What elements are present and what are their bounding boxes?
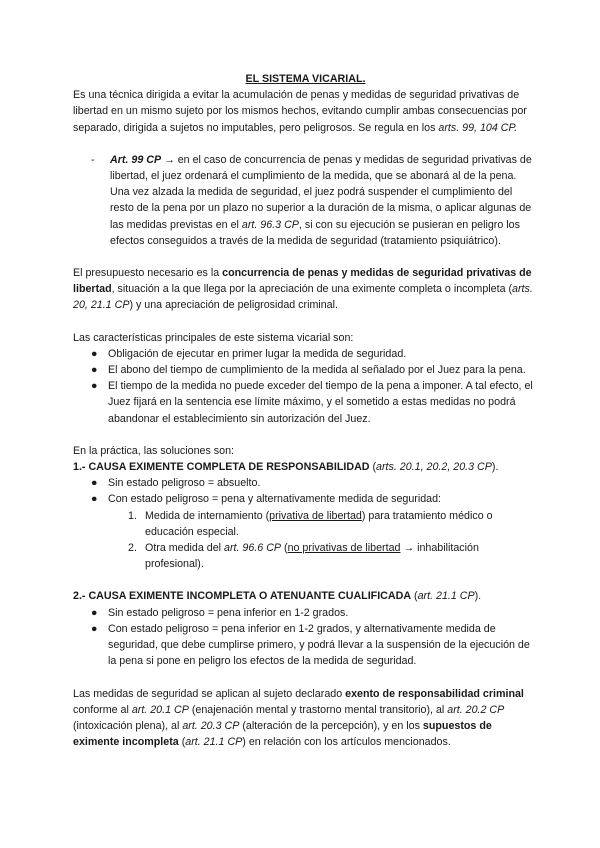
caracteristicas-list: [73, 346, 538, 427]
paren-close: ).: [474, 590, 482, 603]
numbered-item-text: [145, 508, 538, 540]
section-2-list: [73, 605, 538, 670]
sub1-text-1: Medida de internamiento (: [145, 509, 270, 522]
list-item-text: Con estado peligroso = pena inferior en 1-2 grados, y alternativamente medida de seguridad, que debe cumplirse primero, y podrá llevar a la suspensión de la ejecución de la pena si pone en peligro los efectos de la medida de seguridad.: [108, 622, 530, 668]
item-number: 1.: [128, 509, 137, 522]
list-item: [91, 346, 538, 362]
sub2-text-2: (: [281, 542, 288, 555]
paren-open: (: [369, 461, 377, 474]
section-1-number: 1.-: [73, 461, 89, 474]
bullet-icon: ●: [91, 380, 98, 393]
list-item-text: Sin estado peligroso = absuelto.: [108, 477, 261, 490]
final-bold-2: supuestos de eximente incompleta: [73, 719, 492, 749]
presupuesto-refs: arts. 20, 21.1 CP: [73, 283, 533, 312]
numbered-item: [128, 508, 538, 540]
final-text-6: (: [178, 736, 186, 749]
section-2-heading: [73, 588, 538, 604]
final-text-4: (intoxicación plena), al: [73, 719, 183, 732]
bullet-icon: ●: [91, 622, 98, 635]
list-item: [91, 605, 538, 621]
bullet-icon: ●: [91, 606, 98, 619]
section-1-list: [73, 475, 538, 507]
caracteristicas-intro: Las características principales de este sistema vicarial son:: [73, 331, 354, 344]
section-1-heading: [73, 459, 538, 475]
section-1-title: CAUSA EXIMENTE COMPLETA DE RESPONSABILIDAD: [88, 461, 370, 474]
final-text-7: ) en relación con los artículos mencionados.: [242, 736, 451, 749]
list-item-text: El tiempo de la medida no puede exceder del tiempo de la pena a imponer. A tal efecto, el Juez fijará en la sentencia ese límite máximo, y el sometido a estas medidas no podrá abandonar el establecimiento sin autorización del Juez.: [108, 380, 533, 425]
bullet-icon: ●: [91, 493, 98, 506]
final-ref-2: art. 20.2 CP: [447, 703, 505, 716]
intro-text: Es una técnica dirigida a evitar la acumulación de penas y medidas de seguridad privativas de libertad en un mismo sujeto por los mismos hechos, evitando cumplir ambas consecuencias por separado, dirigida a sujetos no imputables, pero peligrosos. Se regula en los: [73, 89, 527, 134]
item-number: 2.: [128, 542, 137, 555]
list-item-text: Sin estado peligroso = pena inferior en 1-2 grados.: [108, 606, 349, 619]
sub1-underlined: privativa de libertad: [269, 509, 362, 522]
page-title: EL SISTEMA VICARIAL.: [245, 73, 366, 85]
list-item: [91, 475, 538, 491]
art-99-item: [91, 152, 538, 249]
section-2-title: CAUSA EXIMENTE INCOMPLETA O ATENUANTE CUALIFICADA: [88, 590, 412, 603]
final-ref-1: art. 20.1 CP: [131, 703, 189, 716]
presupuesto-text-1: El presupuesto necesario es la: [73, 267, 223, 280]
final-text-3: (enajenación mental y trastorno mental transitorio), al: [188, 703, 448, 716]
final-paragraph: [73, 686, 538, 751]
section-2-refs: art. 21.1 CP: [417, 590, 475, 603]
final-text-5: (alteración de la percepción), y en los: [239, 719, 423, 732]
final-text-2: conforme al: [73, 703, 132, 716]
art-99-text: [110, 152, 538, 249]
final-text-1: Las medidas de seguridad se aplican al sujeto declarado: [73, 687, 346, 700]
intro-paragraph: [73, 87, 538, 136]
art-99-ref: art. 96.3 CP: [241, 218, 299, 231]
practica-intro: En la práctica, las soluciones son:: [73, 444, 234, 457]
art-99-label: Art. 99 CP: [110, 153, 162, 166]
bullet-icon: ●: [91, 347, 98, 360]
dash-marker: -: [91, 153, 95, 166]
final-ref-4: art. 21.1 CP: [185, 736, 243, 749]
art-99-body-1: → en el caso de concurrencia de penas y medidas de seguridad privativas de libertad, el juez ordenará el cumplimiento de la medida, que se abonará al de la pena. Una vez alzada la medida de seguridad, el juez podrá suspender el cumplimiento del resto de la pena por un plazo no superior a la duración de la misma, o aplicar algunas de las medidas previstas en el: [110, 153, 532, 231]
intro-refs: arts. 99, 104 CP.: [438, 121, 518, 134]
list-item-text: El abono del tiempo de cumplimiento de la medida al señalado por el Juez para la pena.: [108, 364, 526, 377]
bullet-icon: ●: [91, 477, 98, 490]
sub2-underlined: no privativas de libertad: [287, 542, 401, 555]
list-item: [91, 362, 538, 378]
sub2-text-1: Otra medida del: [145, 542, 225, 555]
art-99-body-2: , si con su ejecución se pusieran en peligro los efectos conseguidos a través de la medida de seguridad (tratamiento psiquiátrico).: [110, 218, 520, 247]
bullet-icon: ●: [91, 364, 98, 377]
paren-close: ).: [491, 461, 499, 474]
sub1-text-2: ) para tratamiento médico o educación especial.: [145, 509, 493, 538]
paren-open: (: [411, 590, 418, 603]
presupuesto-bold: concurrencia de penas y medidas de seguridad privativas de libertad: [73, 267, 532, 296]
sub2-ref: art. 96.6 CP: [224, 542, 282, 555]
list-item: [91, 378, 538, 427]
list-item: [91, 621, 538, 670]
presupuesto-text-2: , situación a la que llega por la apreciación de una eximente completa o incompleta (: [111, 283, 513, 296]
sub2-text-3: → inhabilitación profesional).: [145, 542, 479, 571]
list-item-text: Con estado peligroso = pena y alternativamente medida de seguridad:: [108, 493, 442, 506]
numbered-item: [128, 540, 538, 572]
list-item-text: Obligación de ejecutar en primer lugar la medida de seguridad.: [108, 347, 407, 360]
presupuesto-paragraph: [73, 265, 538, 314]
list-item: [91, 491, 538, 507]
final-bold-1: exento de responsabilidad criminal: [345, 687, 524, 700]
section-1-refs: arts. 20.1, 20.2, 20.3 CP: [376, 461, 492, 474]
numbered-item-text: [145, 540, 538, 572]
final-ref-3: art. 20.3 CP: [182, 719, 240, 732]
section-2-number: 2.-: [73, 590, 89, 603]
presupuesto-text-3: ) y una apreciación de peligrosidad criminal.: [129, 299, 338, 312]
section-1-sublist: [73, 508, 538, 573]
